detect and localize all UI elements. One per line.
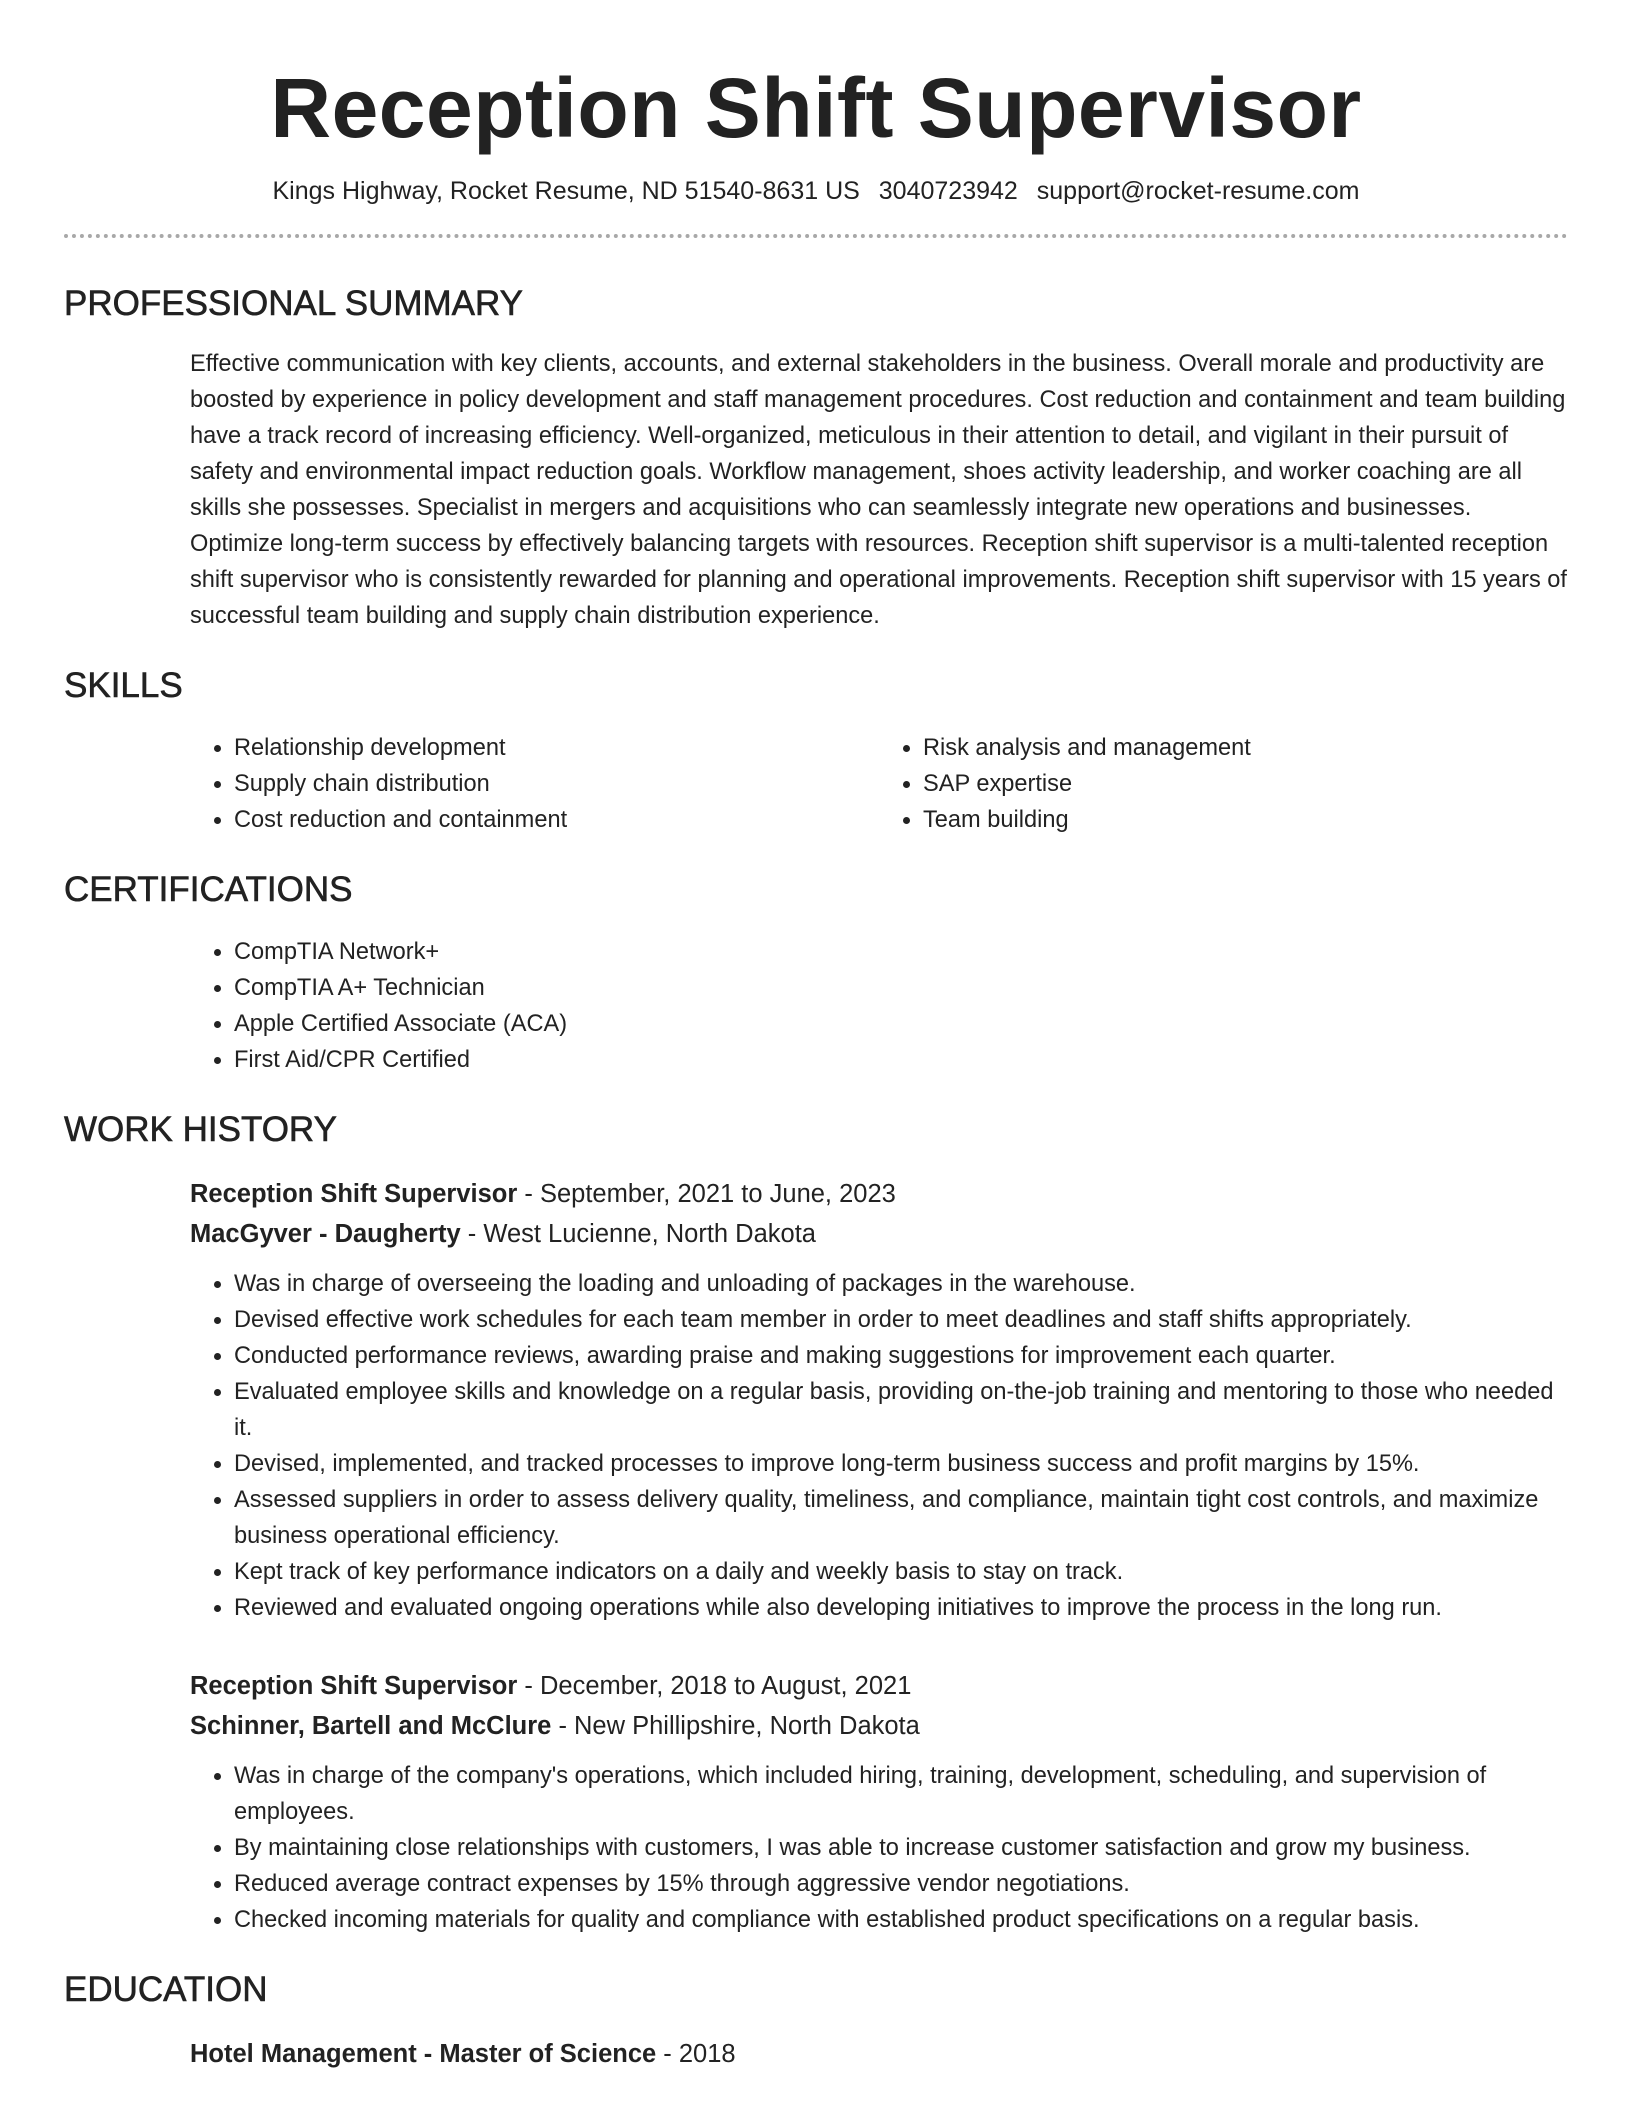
list-item: • Was in charge of the company's operations, which included hiring, training, development, scheduling, and supervision of employees. [234, 1758, 1568, 1830]
list-item: • Devised effective work schedules for each team member in order to meet deadlines and staff shifts appropriately. [234, 1302, 1568, 1338]
job-company: Schinner, Bartell and McClure [190, 1712, 552, 1740]
list-item: • Reviewed and evaluated ongoing operations while also developing initiatives to improve the process in the long run. [234, 1590, 1568, 1626]
list-item: • Supply chain distribution [234, 766, 879, 802]
skills-columns [190, 730, 1568, 838]
job-title-line [190, 1666, 1568, 1706]
job-dates: - December, 2018 to August, 2021 [517, 1672, 912, 1700]
list-item: • Kept track of key performance indicators on a daily and weekly basis to stay on track. [234, 1554, 1568, 1590]
job-entry [190, 1666, 1568, 1938]
candidate-name: Reception Shift Supervisor [270, 61, 1362, 155]
list-item: • Risk analysis and management [923, 730, 1568, 766]
education-year: - 2018 [656, 2040, 736, 2068]
job-role: Reception Shift Supervisor [190, 1180, 518, 1208]
certifications-section [64, 868, 1568, 1078]
certifications-list [190, 934, 1568, 1078]
section-title-skills: SKILLS [64, 666, 183, 705]
list-item: • Was in charge of overseeing the loading and unloading of packages in the warehouse. [234, 1266, 1568, 1302]
list-item: • Devised, implemented, and tracked processes to improve long-term business success and profit margins by 15%. [234, 1446, 1568, 1482]
section-title-work-history: WORK HISTORY [64, 1110, 337, 1149]
summary-text: Effective communication with key clients, accounts, and external stakeholders in the business. Overall morale and productivity are boosted by experience in policy development and staff management procedures. Cost reduction and containment and team building have a track record of increasing efficiency. Well-organized, meticulous in their attention to detail, and vigilant in their pursuit of safety and environmental impact reduction goals. Workflow management, shoes activity leadership, and worker coaching are all skills she possesses. Specialist in mergers and acquisitions who can seamlessly integrate new operations and businesses. Optimize long-term success by effectively balancing targets with resources. Reception shift supervisor is a multi-talented reception shift supervisor who is consistently rewarded for planning and operational improvements. Reception shift supervisor with 15 years of successful team building and supply chain distribution experience. [190, 351, 1567, 629]
list-item: • First Aid/CPR Certified [234, 1042, 1568, 1078]
job-company-line [190, 1706, 1568, 1746]
header-divider [64, 234, 1568, 238]
job-company-line [190, 1214, 1568, 1254]
section-title-certifications: CERTIFICATIONS [64, 870, 353, 909]
section-title-summary: PROFESSIONAL SUMMARY [64, 284, 523, 323]
work-history-section [64, 1108, 1568, 1938]
skills-section [64, 664, 1568, 838]
list-item: • Team building [923, 802, 1568, 838]
job-location: - New Phillipshire, North Dakota [551, 1712, 920, 1740]
job-entry [190, 1174, 1568, 1626]
education-degree: Hotel Management - Master of Science [190, 2040, 657, 2068]
list-item: • CompTIA A+ Technician [234, 970, 1568, 1006]
job-bullets [190, 1758, 1568, 1938]
skills-list-left [190, 730, 879, 838]
list-item: • SAP expertise [923, 766, 1568, 802]
address: Kings Highway, Rocket Resume, ND 51540-8631 US [272, 177, 860, 205]
contact-line [64, 174, 1568, 208]
list-item: • CompTIA Network+ [234, 934, 1568, 970]
job-bullets [190, 1266, 1568, 1626]
skills-list-right [879, 730, 1568, 838]
list-item: • Evaluated employee skills and knowledge on a regular basis, providing on-the-job training and mentoring to those who needed it. [234, 1374, 1568, 1446]
list-item: • Assessed suppliers in order to assess delivery quality, timeliness, and compliance, maintain tight cost controls, and maximize business operational efficiency. [234, 1482, 1568, 1554]
list-item: • Checked incoming materials for quality and compliance with established product specifications on a regular basis. [234, 1902, 1568, 1938]
education-entry [190, 2034, 1568, 2074]
section-title-education: EDUCATION [64, 1970, 268, 2009]
phone: 3040723942 [878, 177, 1018, 205]
email: support@rocket-resume.com [1036, 177, 1360, 205]
job-location: - West Lucienne, North Dakota [460, 1220, 816, 1248]
list-item: • Reduced average contract expenses by 15% through aggressive vendor negotiations. [234, 1866, 1568, 1902]
education-section [64, 1968, 1568, 2074]
list-item: • Apple Certified Associate (ACA) [234, 1006, 1568, 1042]
list-item: • By maintaining close relationships with customers, I was able to increase customer satisfaction and grow my business. [234, 1830, 1568, 1866]
summary-section [64, 282, 1568, 634]
job-dates: - September, 2021 to June, 2023 [517, 1180, 896, 1208]
list-item: • Relationship development [234, 730, 879, 766]
job-title-line [190, 1174, 1568, 1214]
job-role: Reception Shift Supervisor [190, 1672, 518, 1700]
job-company: MacGyver - Daugherty [190, 1220, 461, 1248]
list-item: • Conducted performance reviews, awarding praise and making suggestions for improvement each quarter. [234, 1338, 1568, 1374]
list-item: • Cost reduction and containment [234, 802, 879, 838]
